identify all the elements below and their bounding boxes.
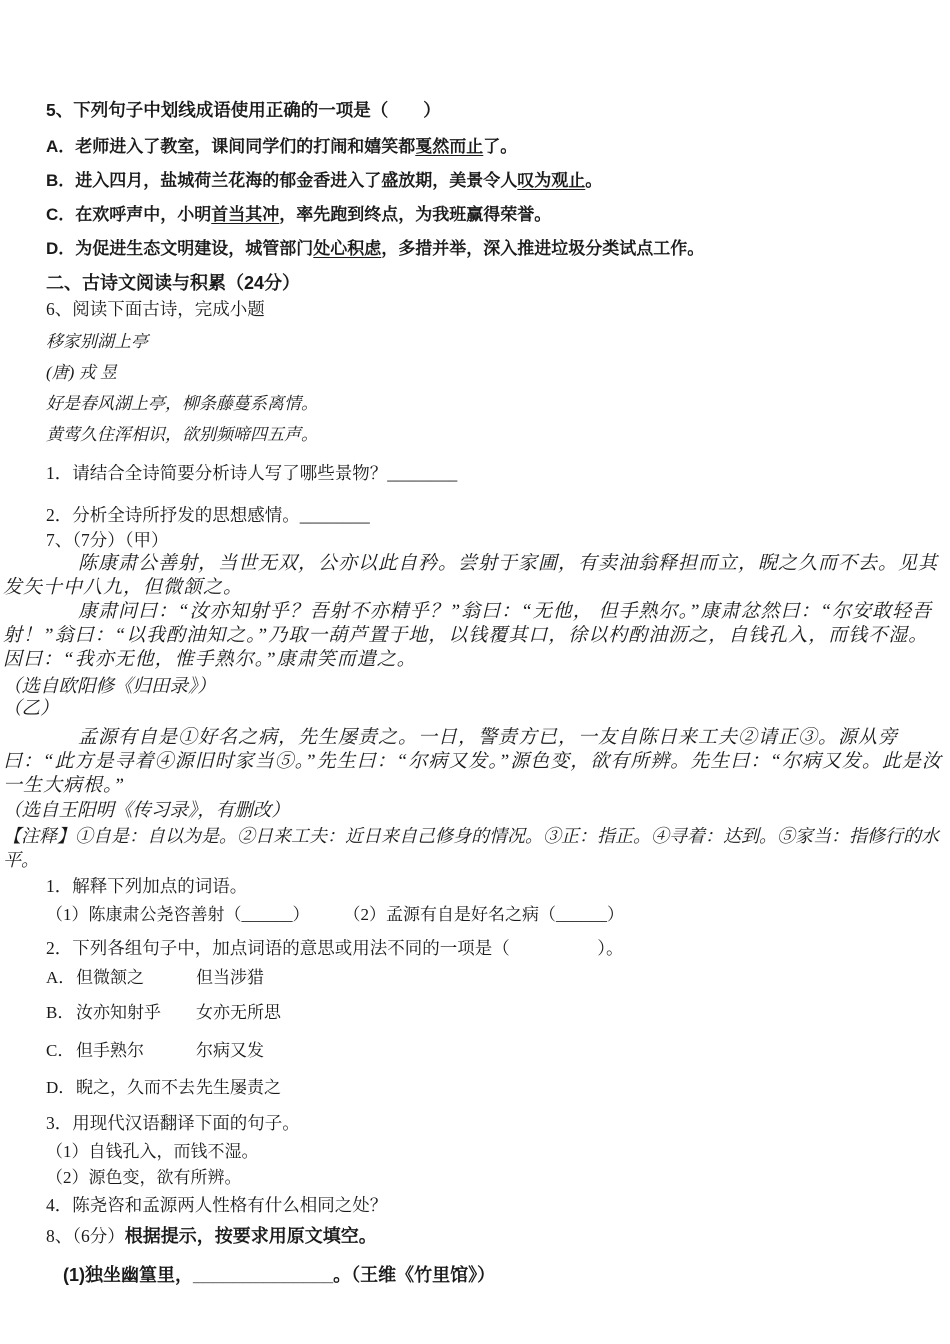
option-a-text: 老师进入了教室，课间同学们的打闹和嬉笑都 bbox=[75, 137, 416, 156]
question-7-sub-3-item-1: （1）自钱孔入，而钱不湿。 bbox=[46, 1142, 259, 1161]
option-c-label: C． bbox=[46, 205, 76, 224]
question-7 bbox=[3, 528, 942, 1217]
option-c-phrase-1: 但手熟尔 bbox=[76, 1041, 144, 1060]
question-7-sub-2: 2．下列各组句子中，加点词语的意思或用法不同的一项是（ ）。 bbox=[46, 938, 624, 958]
question-7-head: 7、（7分）（甲） bbox=[46, 530, 169, 550]
question-5-option-d bbox=[46, 237, 912, 260]
question-7-sub-3-item-2: （2）源色变，欲有所辨。 bbox=[46, 1168, 242, 1187]
question-8 bbox=[46, 1224, 912, 1287]
question-7-sub-3: 3．用现代汉语翻译下面的句子。 bbox=[46, 1113, 300, 1133]
question-7-sub-2-option-b bbox=[46, 1001, 912, 1024]
question-5 bbox=[46, 98, 912, 260]
question-7-sub-1: 1．解释下列加点的词语。 bbox=[46, 876, 248, 896]
option-c-label: C． bbox=[46, 1041, 75, 1060]
option-d-label: D． bbox=[46, 239, 76, 258]
option-b-phrase-1: 汝亦知射乎 bbox=[76, 1003, 161, 1022]
question-6 bbox=[46, 297, 912, 527]
question-6-intro: 6、阅读下面古诗，完成小题 bbox=[46, 299, 265, 319]
option-b-underlined-idiom: 叹为观止 bbox=[517, 171, 586, 190]
question-5-option-a bbox=[46, 135, 912, 158]
option-d-text: 为促进生态文明建设，城管部门 bbox=[75, 239, 314, 258]
option-c-text-end: ，率先跑到终点，为我班赢得荣誉。 bbox=[279, 205, 552, 224]
option-a-text-end: 了。 bbox=[483, 137, 518, 156]
option-a-phrase-2: 但当涉猎 bbox=[196, 968, 264, 987]
question-7-sub-1-items: （1）陈康肃公尧咨善射（______） （2）孟源有自是好名之病（______） bbox=[46, 905, 624, 924]
question-5-option-c bbox=[46, 203, 912, 226]
passage-yi-paragraph: 孟源有自是①好名之病，先生屡责之。一日，警责方已，一友自陈日来工夫②请正③。源从旁曰：“此方是寻着④源旧时家当⑤。”先生曰：“尔病又发。”源色变，欲有所辨。先生曰：“尔病又发。此是汝一生大病根。” bbox=[3, 727, 942, 796]
option-a-label: A． bbox=[46, 137, 76, 156]
passage-yi-label: （乙） bbox=[3, 699, 59, 719]
option-b-text: 进入四月，盐城荷兰花海的郁金香进入了盛放期，美景令人 bbox=[75, 171, 518, 190]
option-d-underlined-idiom: 处心积虑 bbox=[313, 239, 382, 258]
option-c-text: 在欢呼声中，小明 bbox=[75, 205, 212, 224]
passage-jia-source: （选自欧阳修《归田录》） bbox=[3, 677, 216, 697]
poem-line-2: 黄莺久住浑相识，欲别频啼四五声。 bbox=[46, 425, 318, 444]
question-6-sub-2: 2．分析全诗所抒发的思想感情。________ bbox=[46, 505, 370, 525]
poem-block bbox=[46, 331, 912, 446]
option-b-label: B． bbox=[46, 1003, 75, 1022]
question-7-sub-2-option-c bbox=[46, 1039, 912, 1062]
option-d-phrase-2: 先生屡责之 bbox=[196, 1078, 281, 1097]
poem-title: 移家别湖上亭 bbox=[46, 332, 148, 351]
question-8-title: 根据提示，按要求用原文填空。 bbox=[124, 1226, 377, 1246]
question-7-sub-2-option-d bbox=[46, 1076, 912, 1099]
poem-author: (唐) 戎 昱 bbox=[46, 363, 117, 382]
question-7-sub-2-option-a bbox=[46, 966, 912, 989]
option-c-underlined-idiom: 首当其冲 bbox=[211, 205, 280, 224]
question-8-title-line bbox=[46, 1224, 912, 1248]
question-5-option-b bbox=[46, 169, 912, 192]
passage-notes: 【注释】①自是：自以为是。②日来工夫：近日来自己修身的情况。③正：指正。④寻着：达到。⑤家当：指修行的水平。 bbox=[3, 826, 939, 870]
passage-jia-paragraph-2: 康肃问曰：“汝亦知射乎？吾射不亦精乎？”翁曰：“无他， 但手熟尔。”康肃忿然曰：“尔安敢轻吾射！”翁曰：“以我酌油知之。”乃取一葫芦置于地，以钱覆其口，徐以杓酌油沥之，自钱孔入，而钱不湿。因曰：“我亦无他，惟手熟尔。”康肃笑而遣之。 bbox=[3, 601, 933, 670]
question-7-sub-4: 4．陈尧咨和孟源两人性格有什么相同之处？ bbox=[46, 1195, 388, 1215]
option-b-label: B． bbox=[46, 171, 76, 190]
section-2-header: 二、古诗文阅读与积累（24分） bbox=[46, 273, 301, 293]
question-8-item-1: (1)独坐幽篁里，______________。（王维《竹里馆》） bbox=[63, 1265, 496, 1285]
option-b-phrase-2: 女亦无所思 bbox=[196, 1003, 281, 1022]
option-a-underlined-idiom: 戛然而止 bbox=[415, 137, 484, 156]
passage-jia-paragraph-1: 陈康肃公善射，当世无双，公亦以此自矜。尝射于家圃，有卖油翁释担而立，睨之久而不去。见其发矢十中八九，但微颔之。 bbox=[3, 553, 939, 598]
option-d-phrase-1: 睨之，久而不去 bbox=[76, 1078, 195, 1097]
option-c-phrase-2: 尔病又发 bbox=[196, 1041, 264, 1060]
option-d-label: D． bbox=[46, 1078, 76, 1097]
question-5-title: 5、下列句子中划线成语使用正确的一项是（ ） bbox=[46, 100, 441, 120]
option-b-text-end: 。 bbox=[585, 171, 603, 190]
question-8-number: 8、（6分） bbox=[46, 1226, 125, 1246]
option-d-text-end: ，多措并举，深入推进垃圾分类试点工作。 bbox=[381, 239, 705, 258]
option-a-label: A． bbox=[46, 968, 76, 987]
poem-line-1: 好是春风湖上亭，柳条藤蔓系离情。 bbox=[46, 394, 318, 413]
option-a-phrase-1: 但微颔之 bbox=[76, 968, 144, 987]
passage-yi-source: （选自王阳明《传习录》，有删改） bbox=[3, 801, 290, 821]
question-6-sub-1: 1．请结合全诗简要分析诗人写了哪些景物？________ bbox=[46, 463, 458, 483]
